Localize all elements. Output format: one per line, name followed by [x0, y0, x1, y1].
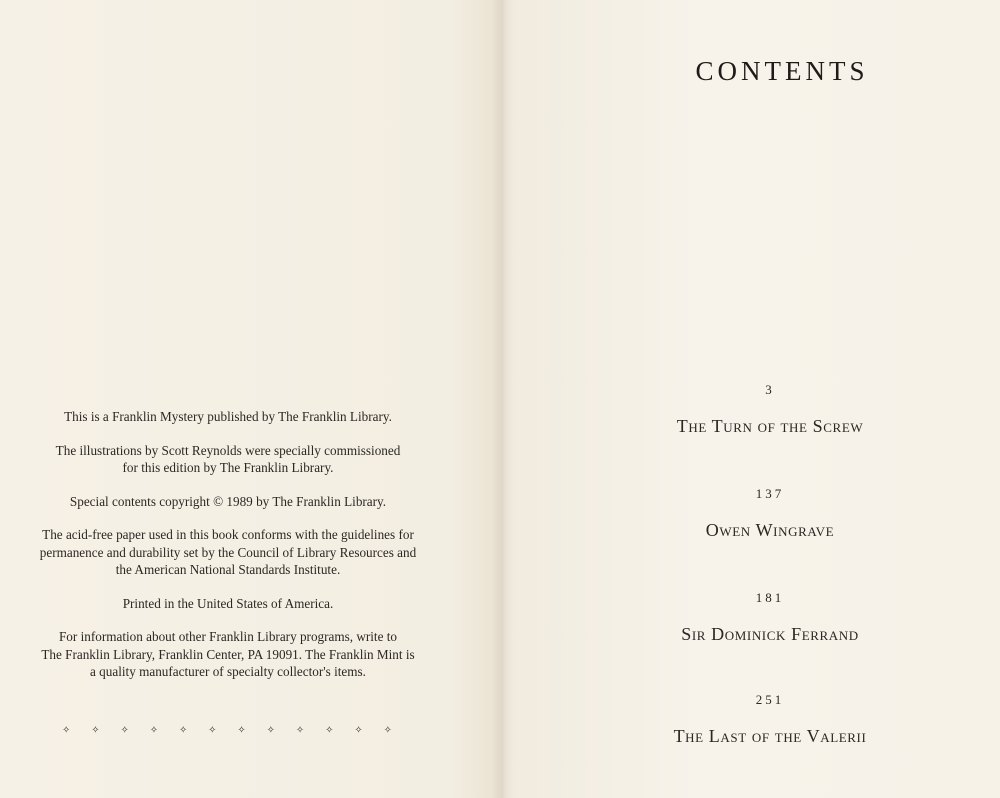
colophon: [10, 408, 446, 697]
ornament-glyph: ✧: [178, 725, 188, 736]
colophon-printed-line: Printed in the United States of America.: [122, 595, 334, 611]
toc-page-number: 137: [755, 486, 785, 501]
toc-entry-title: Sir Dominick Ferrand: [681, 624, 859, 644]
toc-entry-title: The Turn of the Screw: [676, 416, 864, 436]
ornament-glyph: ✧: [295, 725, 305, 736]
book-gutter: [492, 0, 514, 798]
left-page: [0, 0, 492, 798]
toc-page-number: 251: [755, 692, 785, 707]
ornament-glyph: ✧: [325, 725, 334, 736]
toc-page-number: 3: [765, 382, 775, 397]
toc-entry-title: Owen Wingrave: [705, 520, 835, 540]
ornament-glyph: ✧: [354, 725, 363, 736]
toc-page-number: 181: [755, 590, 785, 605]
contents-heading: CONTENTS: [695, 56, 869, 86]
ornament-glyph: ✧: [208, 725, 217, 736]
ornament-glyph: ✧: [149, 725, 159, 736]
colophon-copyright-line: Special contents copyright © 1989 by The Franklin Library.: [69, 493, 387, 509]
ornament-glyph: ✧: [237, 725, 246, 736]
colophon-paper-line: The acid-free paper used in this book conforms with the guidelines for permanence and durability set by the Council of Library Resources and the American National Standards Institute.: [39, 527, 417, 577]
ornament-glyph: ✧: [120, 725, 129, 736]
right-page: [514, 0, 1000, 798]
colophon-information-line: For information about other Franklin Library programs, write to The Franklin Library, Franklin Center, PA 19091. The Franklin Mint is a quality manufacturer of specialty collector's items.: [41, 629, 415, 679]
ornament-glyph: ✧: [62, 725, 71, 736]
ornament-glyph: ✧: [91, 725, 100, 736]
toc-entry-title: The Last of the Valerii: [673, 726, 867, 746]
colophon-illustrations-line: The illustrations by Scott Reynolds were specially commissioned for this edition by The Franklin Library.: [55, 442, 401, 475]
ornament-row: [62, 725, 392, 736]
colophon-publisher-line: This is a Franklin Mystery published by The Franklin Library.: [64, 409, 392, 424]
ornament-glyph: ✧: [266, 725, 276, 736]
ornament-glyph: ✧: [383, 725, 392, 736]
